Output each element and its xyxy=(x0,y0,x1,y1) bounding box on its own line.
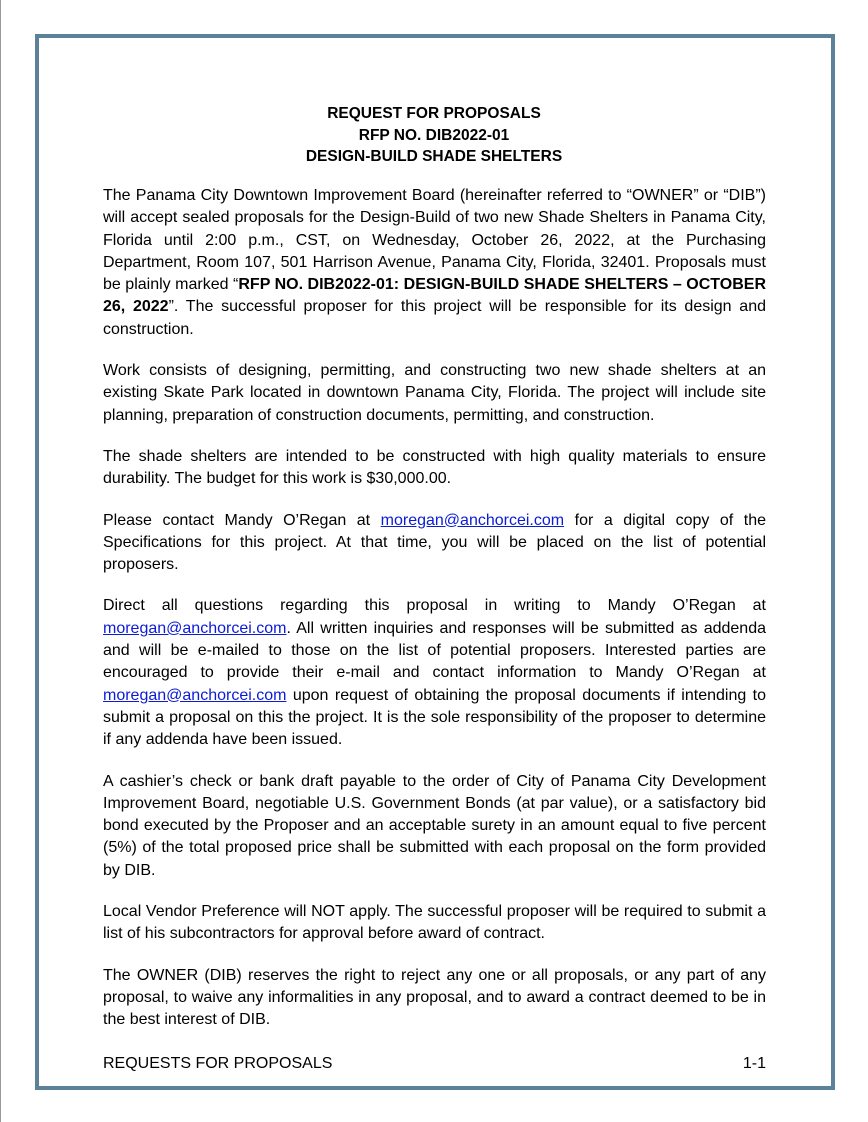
paragraph-contact xyxy=(103,510,766,577)
paragraph-owner-rights: The OWNER (DIB) reserves the right to reject any one or all proposals, or any part of any proposal, to waive any informalities in any proposal, and to award a contract deemed to be in the best interest of DIB. xyxy=(103,966,766,1029)
title-line-1: REQUEST FOR PROPOSALS xyxy=(327,105,541,122)
paragraph-text: upon request of obtaining the proposal documents if intending to submit a proposal on this the project. It is the sole responsibility of the proposer to determine if any addenda have been issued. xyxy=(103,686,766,749)
paragraph-text: Please contact Mandy O’Regan at xyxy=(103,511,381,529)
footer-section-title: REQUESTS FOR PROPOSALS xyxy=(103,1055,333,1072)
page-number: 1-1 xyxy=(742,1055,766,1072)
paragraph-text: . All written inquiries and responses will be submitted as addenda and will be e-mailed to those on the list of potential proposers. Interested parties are encouraged to provide their e-mail and contact information to Mandy O’Regan at xyxy=(103,619,766,682)
email-link[interactable]: moregan@anchorcei.com xyxy=(103,686,287,704)
document-title-block xyxy=(0,103,868,168)
page-edge-line xyxy=(0,0,1,1122)
page-footer xyxy=(103,1054,766,1074)
paragraph-questions xyxy=(103,595,766,751)
paragraph-scope: Work consists of designing, permitting, and constructing two new shade shelters at an existing Skate Park located in downtown Panama City, Florida. The project will include site planning, preparation of construction documents, permitting, and construction. xyxy=(103,362,766,424)
paragraph-text: Direct all questions regarding this proposal in writing to Mandy O’Regan at xyxy=(103,597,766,615)
title-line-3: DESIGN-BUILD SHADE SHELTERS xyxy=(305,148,563,165)
email-link[interactable]: moregan@anchorcei.com xyxy=(380,511,565,529)
paragraph-text: The Panama City Downtown Improvement Board (hereinafter referred to “OWNER” or “DIB”) will accept sealed proposals for the Design-Build of two new Shade Shelters in Panama City, Florida until 2:00 p.m., CST, on Wednesday, October 26, 2022, at the Purchasing Department, Room 107, 501 Harrison Avenue, Panama City, Florida, 32401. Proposals must be plainly marked “ xyxy=(103,187,766,294)
paragraph-text: for a digital copy of the Specifications for this project. At that time, you will be placed on the list of potential proposers. xyxy=(103,511,767,574)
email-link[interactable]: moregan@anchorcei.com xyxy=(103,619,287,637)
paragraph-submission xyxy=(103,185,766,341)
proposal-marking-text: RFP NO. DIB2022-01: DESIGN-BUILD SHADE SHELTERS – OCTOBER 26, 2022 xyxy=(103,276,766,316)
paragraph-vendor-preference: Local Vendor Preference will NOT apply. The successful proposer will be required to submit a list of his subcontractors for approval before award of contract. xyxy=(103,903,766,943)
document-body xyxy=(103,185,766,1051)
paragraph-budget: The shade shelters are intended to be constructed with high quality materials to ensure durability. The budget for this work is $30,000.00. xyxy=(103,447,766,488)
paragraph-text: ”. The successful proposer for this project will be responsible for its design and construction. xyxy=(103,298,767,338)
title-line-2: RFP NO. DIB2022-01 xyxy=(358,126,510,144)
paragraph-bid-security: A cashier’s check or bank draft payable to the order of City of Panama City Development Improvement Board, negotiable U.S. Government Bonds (at par value), or a satisfactory bid bond executed by the Proposer and an acceptable surety in an amount equal to five percent (5%) of the total proposed price shall be submitted with each proposal on the form provided by DIB. xyxy=(103,772,766,879)
